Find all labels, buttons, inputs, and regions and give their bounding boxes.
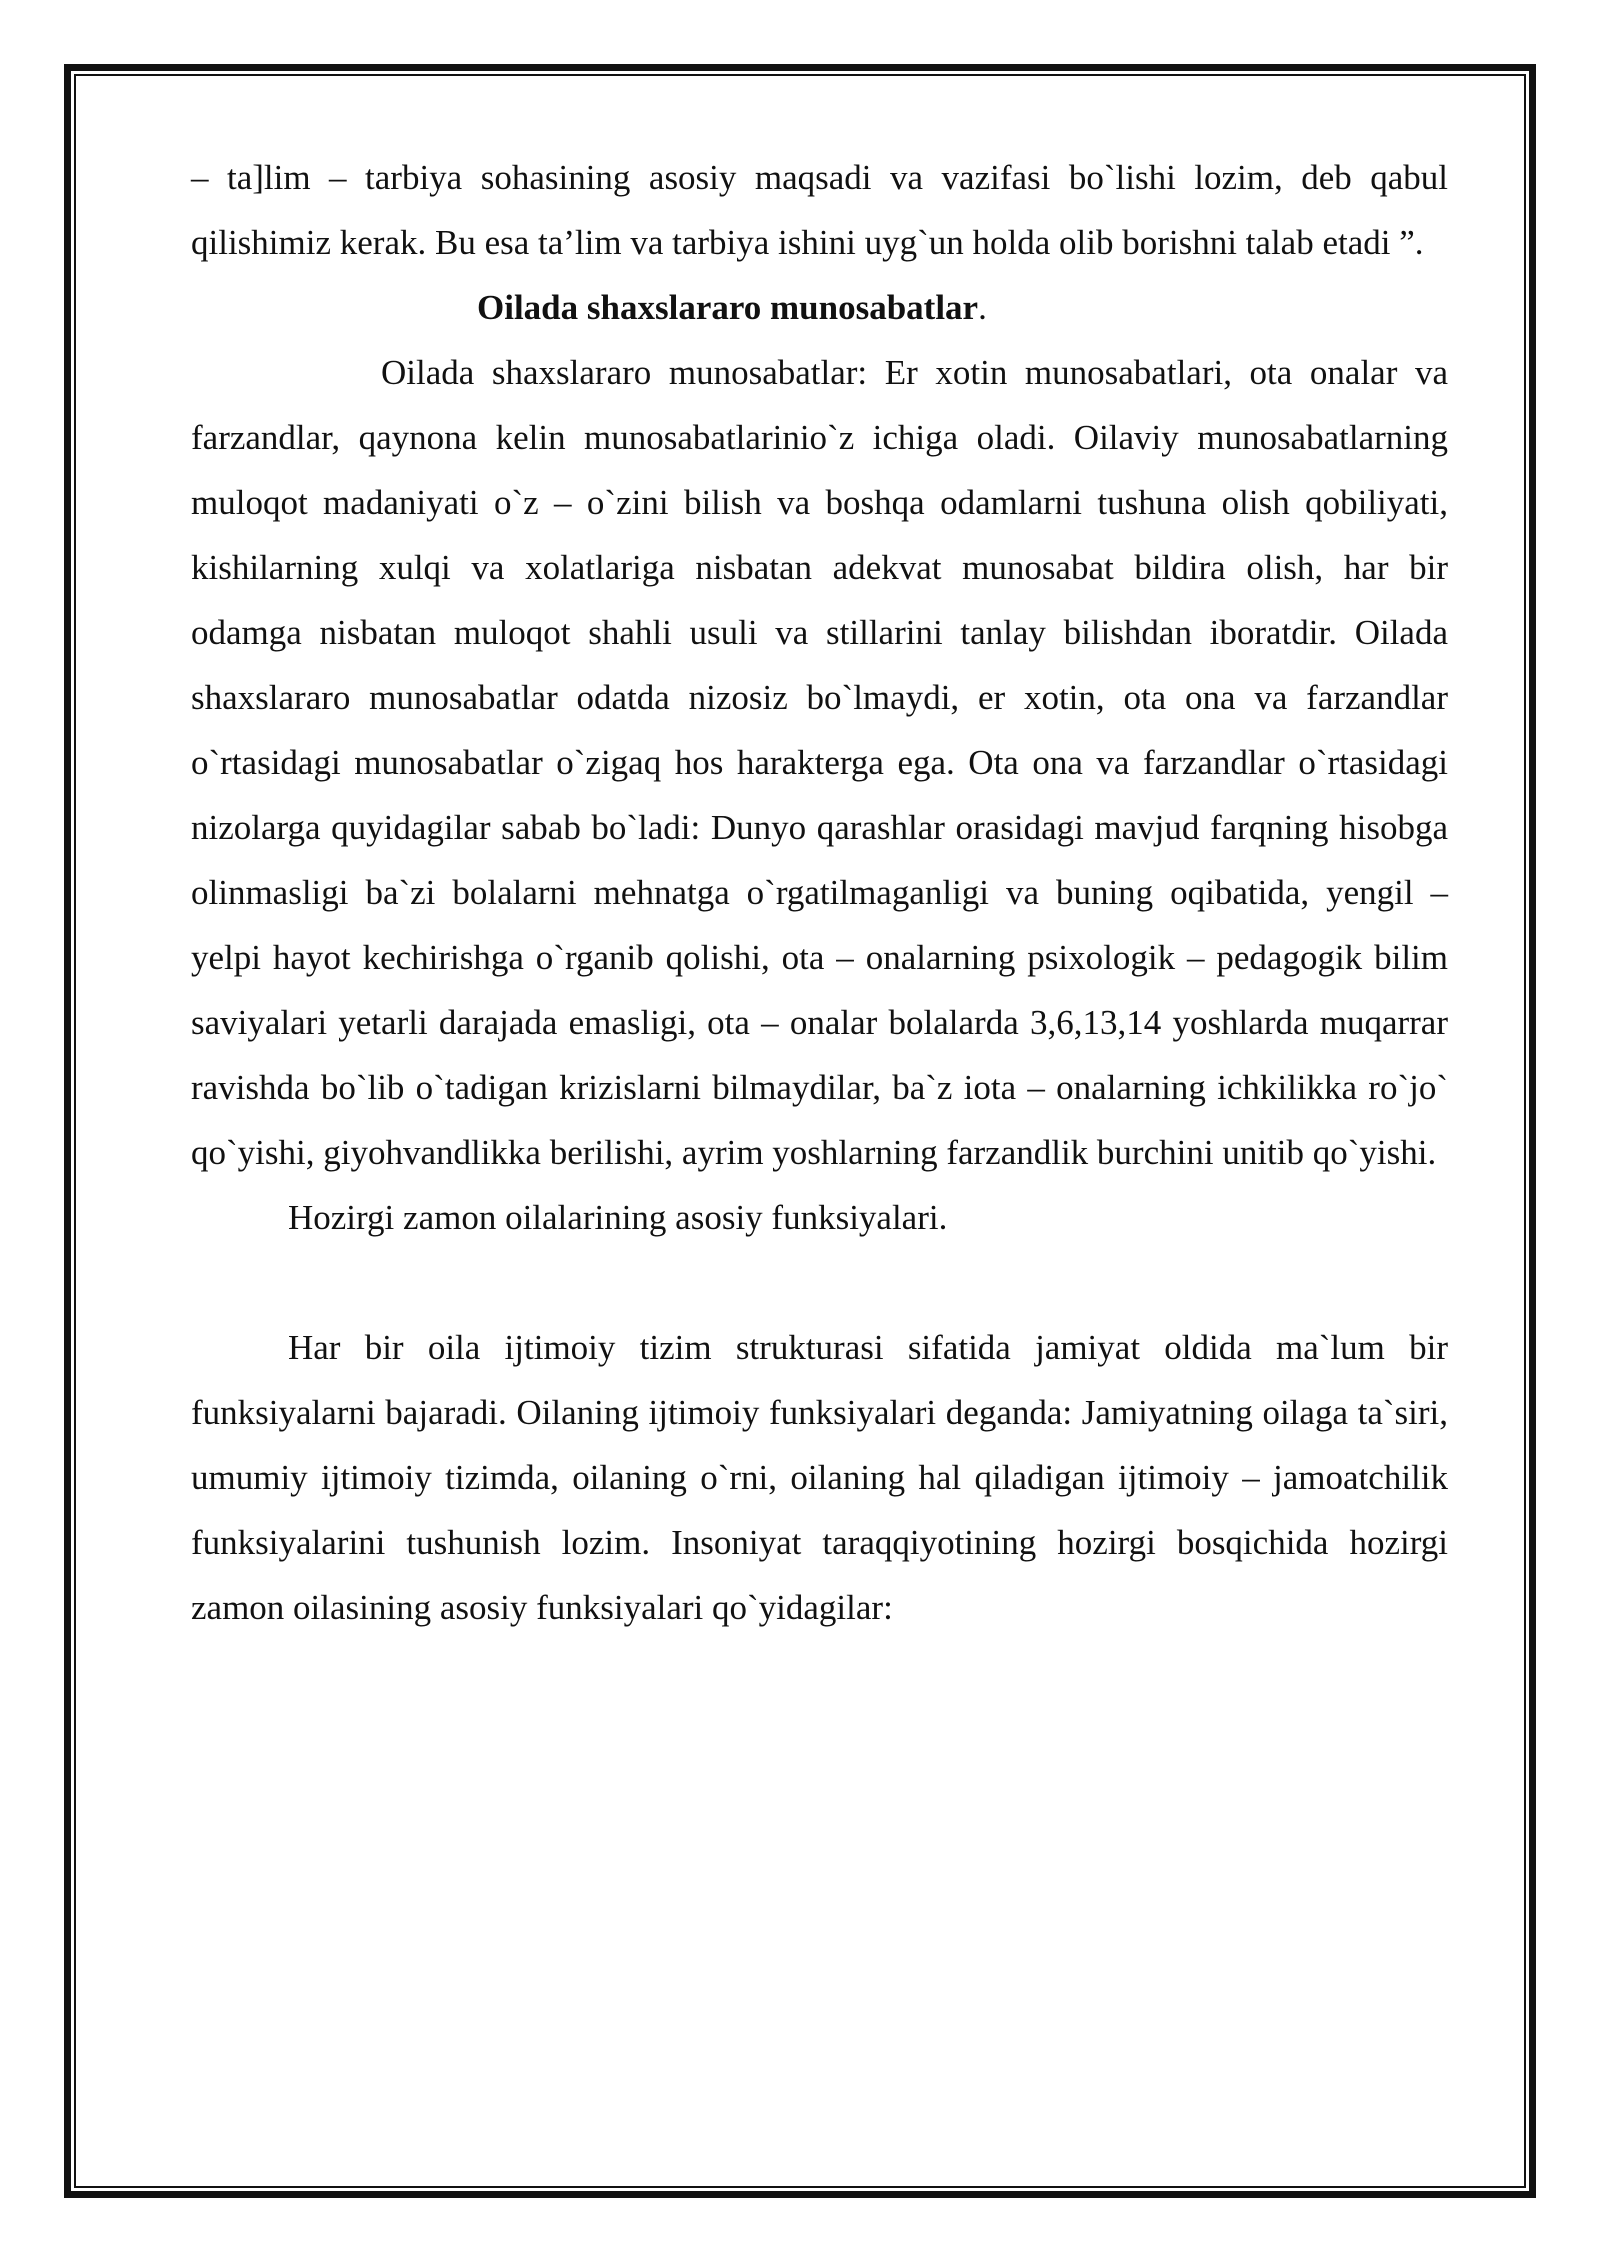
- document-body: [191, 145, 1448, 1640]
- paragraph-functions: Har bir oila ijtimoiy tizim strukturasi sifatida jamiyat oldida ma`lum bir funksiyalarni bajaradi. Oilaning ijtimoiy funksiyalari deganda: Jamiyatning oilaga ta`siri, umumiy ijtimoiy tizimda, oilaning o`rni, oilaning hal qiladigan ijtimoiy – jamoatchilik funksiyalarini tushunish lozim. Insoniyat taraqqiyotining hozirgi bosqichida hozirgi zamon oilasining asosiy funksiyalari qo`yidagilar:: [191, 1328, 1448, 1627]
- section-heading-text: Oilada shaxslararo munosabatlar: [477, 288, 979, 327]
- section-heading: [191, 275, 1448, 340]
- paragraph-continuation: – ta]lim – tarbiya sohasining asosiy maqsadi va vazifasi bo`lishi lozim, deb qabul qilishimiz kerak. Bu esa ta’lim va tarbiya ishini uyg`un holda olib borishni talab etadi ”.: [191, 158, 1448, 262]
- blank-line: [191, 1250, 1448, 1315]
- section-heading-suffix: .: [978, 288, 987, 327]
- subheading-functions: Hozirgi zamon oilalarining asosiy funksiyalari.: [288, 1198, 948, 1237]
- paragraph-relations: Oilada shaxslararo munosabatlar: Er xotin munosabatlari, ota onalar va farzandlar, qaynona kelin munosabatlarinio`z ichiga oladi. Oilaviy munosabatlarning muloqot madaniyati o`z – o`zini bilish va boshqa odamlarni tushuna olish qobiliyati, kishilarning xulqi va xolatlariga nisbatan adekvat munosabat bildira olish, har bir odamga nisbatan muloqot shahli usuli va stillarini tanlay bilishdan iboratdir. Oilada shaxslararo munosabatlar odatda nizosiz bo`lmaydi, er xotin, ota ona va farzandlar o`rtasidagi munosabatlar o`zigaq hos harakterga ega. Ota ona va farzandlar o`rtasidagi nizolarga quyidagilar sabab bo`ladi: Dunyo qarashlar orasidagi mavjud farqning hisobga olinmasligi ba`zi bolalarni mehnatga o`rgatilmaganligi va buning oqibatida, yengil – yelpi hayot kechirishga o`rganib qolishi, ota – onalarning psixologik – pedagogik bilim saviyalari yetarli darajada emasligi, ota – onalar bolalarda 3,6,13,14 yoshlarda muqarrar ravishda bo`lib o`tadigan krizislarni bilmaydilar, ba`z iota – onalarning ichkilikka ro`jo` qo`yishi, giyohvandlikka berilishi, ayrim yoshlarning farzandlik burchini unitib qo`yishi.: [191, 353, 1448, 1172]
